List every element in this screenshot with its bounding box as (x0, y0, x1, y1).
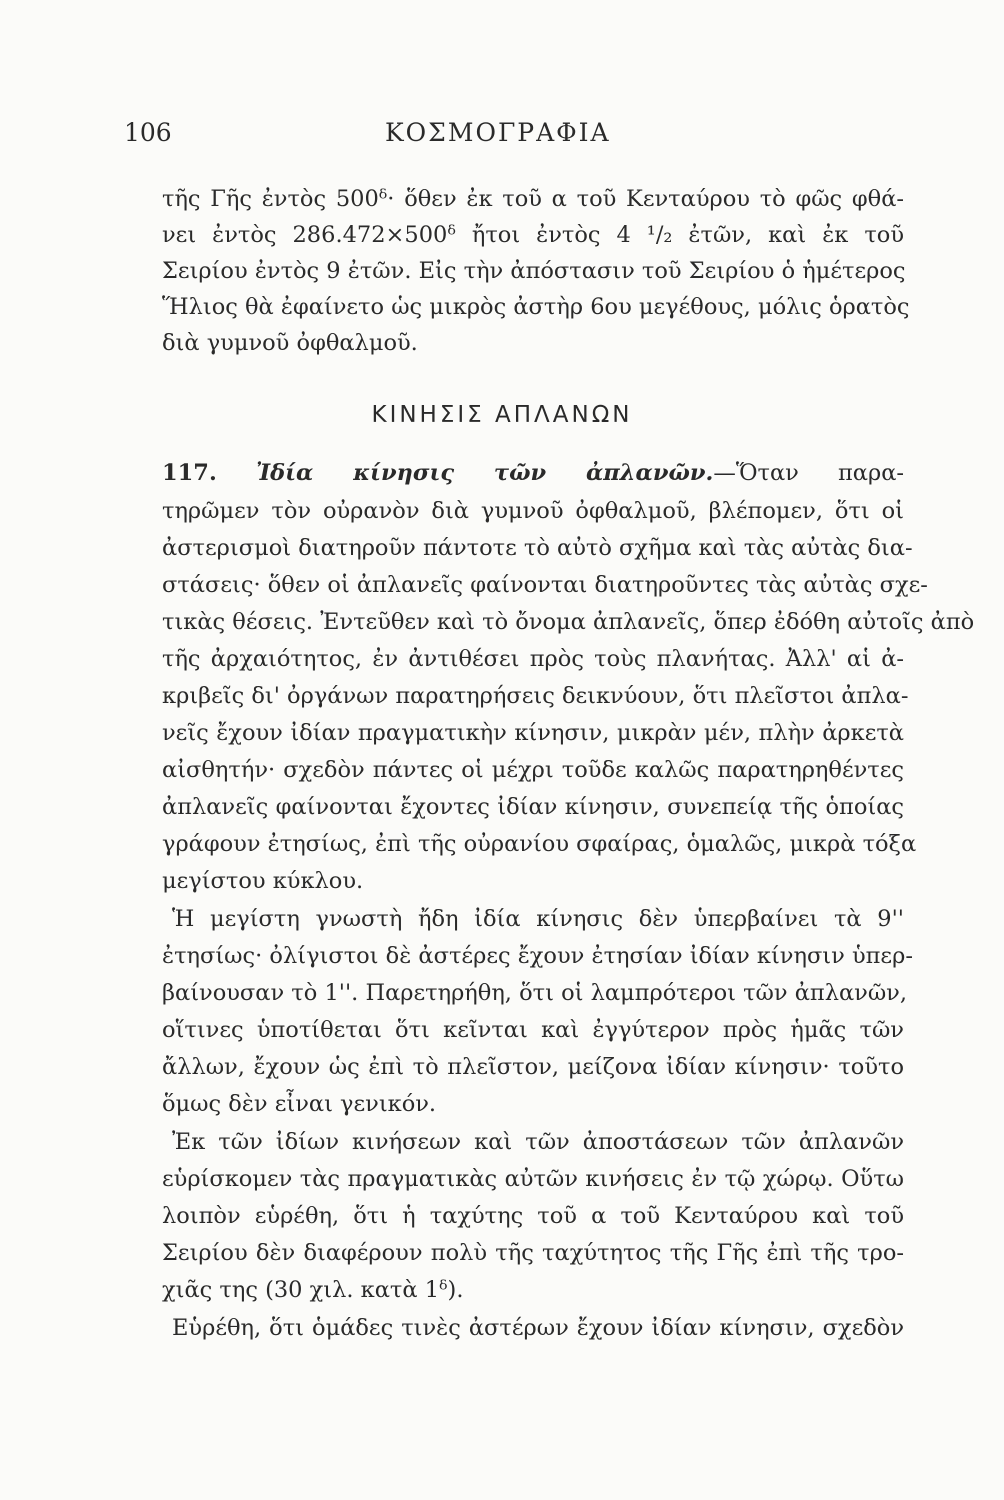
text-line: ἄλλων, ἔχουν ὡς ἐπὶ τὸ πλεῖστον, μείζονα ἰδίαν κίνησιν· τοῦτο (162, 1054, 904, 1080)
text-line: τικὰς θέσεις. Ἐντεῦθεν καὶ τὸ ὄνομα ἀπλανεῖς, ὅπερ ἐδόθη αὐτοῖς ἀπὸ (162, 609, 975, 635)
text-line: ἀστερισμοὶ διατηροῦν πάντοτε τὸ αὐτὸ σχῆμα καὶ τὰς αὐτὰς δια- (162, 535, 913, 561)
paragraph-title: Ἰδία κίνησις τῶν ἀπλανῶν. (255, 460, 714, 486)
text-line: λοιπὸν εὑρέθη, ὅτι ἡ ταχύτης τοῦ α τοῦ Κενταύρου καὶ τοῦ (162, 1203, 904, 1229)
text-line: ὅμως δὲν εἶναι γενικόν. (162, 1091, 437, 1117)
text-line: νει ἐντὸς 286.472×500ᵟ ἤτοι ἐντὸς 4 ¹/₂ ἐτῶν, καὶ ἐκ τοῦ (162, 222, 904, 248)
running-title: ΚΟΣΜΟΓΡΑΦΙΑ (385, 118, 611, 147)
text-line: Ἥλιος θὰ ἐφαίνετο ὡς μικρὸς ἀστὴρ 6ου μεγέθους, μόλις ὁρατὸς (162, 294, 910, 320)
text-line: Σειρίου δὲν διαφέρουν πολὺ τῆς ταχύτητος τῆς Γῆς ἐπὶ τῆς τρο- (162, 1240, 904, 1266)
text-line: τῆς Γῆς ἐντὸς 500ᵟ· ὅθεν ἐκ τοῦ α τοῦ Κενταύρου τὸ φῶς φθά- (162, 186, 904, 212)
text-line: κριβεῖς δι' ὀργάνων παρατηρήσεις δεικνύουν, ὅτι πλεῖστοι ἀπλα- (162, 683, 909, 709)
text-line: νεῖς ἔχουν ἰδίαν πραγματικὴν κίνησιν, μικρὰν μέν, πλὴν ἀρκετὰ (162, 720, 904, 746)
text-line: χιᾶς της (30 χιλ. κατὰ 1ᵟ). (162, 1277, 464, 1303)
text-line: γράφουν ἐτησίως, ἐπὶ τῆς οὐρανίου σφαίρας, ὁμαλῶς, μικρὰ τόξα (162, 831, 917, 857)
text-line: οἵτινες ὑποτίθεται ὅτι κεῖνται καὶ ἐγγύτερον πρὸς ἡμᾶς τῶν (162, 1017, 904, 1043)
page-number: 106 (124, 118, 172, 147)
text-line: Ἐκ τῶν ἰδίων κινήσεων καὶ τῶν ἀποστάσεων τῶν ἀπλανῶν (172, 1129, 904, 1155)
text-line: τηρῶμεν τὸν οὐρανὸν διὰ γυμνοῦ ὀφθαλμοῦ, βλέπομεν, ὅτι οἱ (162, 498, 904, 524)
text-line: Σειρίου ἐντὸς 9 ἐτῶν. Εἰς τὴν ἀπόστασιν τοῦ Σειρίου ὁ ἡμέτερος (162, 258, 906, 284)
text-line: μεγίστου κύκλου. (162, 868, 364, 894)
text-line: στάσεις· ὅθεν οἱ ἀπλανεῖς φαίνονται διατηροῦντες τὰς αὐτὰς σχε- (162, 572, 928, 598)
text-line: Ἡ μεγίστη γνωστὴ ἤδη ἰδία κίνησις δὲν ὑπερβαίνει τὰ 9'' (172, 906, 904, 932)
text-line: ἐτησίως· ὀλίγιστοι δὲ ἀστέρες ἔχουν ἐτησίαν ἰδίαν κίνησιν ὑπερ- (162, 943, 913, 969)
text-fragment: —Ὅταν παρα- (713, 460, 904, 486)
paragraph-number: 117. (162, 460, 217, 486)
page-header (0, 118, 1004, 158)
text-line: διὰ γυμνοῦ ὀφθαλμοῦ. (162, 330, 418, 356)
text-line: βαίνουσαν τὸ 1''. Παρετηρήθη, ὅτι οἱ λαμπρότεροι τῶν ἀπλανῶν, (162, 980, 908, 1006)
text-line: ἀπλανεῖς φαίνονται ἔχοντες ἰδίαν κίνησιν, συνεπείᾳ τῆς ὁποίας (162, 794, 904, 820)
paragraph-117-first-line (162, 458, 904, 488)
text-line: τῆς ἀρχαιότητος, ἐν ἀντιθέσει πρὸς τοὺς πλανήτας. Ἀλλ' αἱ ἀ- (162, 646, 904, 672)
text-line: εὑρίσκομεν τὰς πραγματικὰς αὐτῶν κινήσεις ἐν τῷ χώρῳ. Οὕτω (162, 1166, 904, 1192)
text-line: Εὑρέθη, ὅτι ὁμάδες τινὲς ἀστέρων ἔχουν ἰδίαν κίνησιν, σχεδὸν (172, 1315, 904, 1341)
section-heading: ΚΙΝΗΣΙΣ ΑΠΛΑΝΩΝ (371, 402, 633, 428)
text-line: αἰσθητήν· σχεδὸν πάντες οἱ μέχρι τοῦδε καλῶς παρατηρηθέντες (162, 757, 904, 783)
